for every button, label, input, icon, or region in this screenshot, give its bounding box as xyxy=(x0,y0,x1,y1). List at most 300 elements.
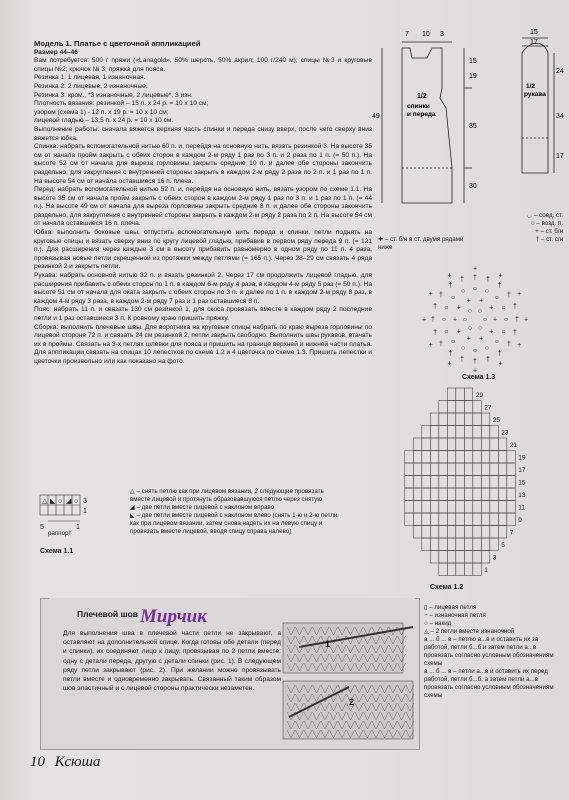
shoulder-seam-title: Плечевой шов xyxy=(77,609,138,619)
sym-sc-below-label: – ст. б/н в ст. двумя рядами ниже xyxy=(378,236,464,251)
legend-1-1-item-2 xyxy=(130,504,345,512)
petal-cell xyxy=(422,476,431,489)
petal-cell xyxy=(405,451,414,464)
petal-cell xyxy=(422,538,431,551)
petal-row-label: 23 xyxy=(501,429,509,437)
petal-cell xyxy=(447,538,456,551)
petal-cell xyxy=(456,401,465,414)
flower-stitch: + xyxy=(447,272,452,280)
petal-cell xyxy=(447,451,456,464)
purl-icon: − xyxy=(424,612,428,619)
flower-stitch: ○ xyxy=(472,347,478,355)
petal-cell xyxy=(405,463,414,476)
legend-1-2-item-1 xyxy=(424,604,564,612)
yarn-over-icon: ○ xyxy=(424,620,428,627)
petal-cell xyxy=(405,513,414,526)
flower-stitch: † xyxy=(473,274,477,282)
petal-cell xyxy=(456,426,465,439)
flower-stitch: † xyxy=(507,341,511,349)
scheme-1-1-chart xyxy=(36,487,96,557)
petal-row-label: 5 xyxy=(501,542,505,549)
front-instructions: Перед: набрать вспомогательной нитью 52 п. и, перейдя на основную нить, вязать узором по схеме 1.1. На высоте 35 см от начала пройм закрыть с обеих сторон в каждом 2-м ряду 1 раз по 3 п. и 1 раз по 1 п. (= 44 п.). На высоте 49 см от начала для выреза горловины закрыть средние 8 п. и далее обе стороны закончить раздельно, для закругления с внутренней стороны закрыть в каждом 2-м ряду 2 раза по 2 п. На высоте 54 см от начала оставшиеся 16 п. плеча. xyxy=(34,186,372,228)
petal-cell xyxy=(430,513,439,526)
sym-sc-label: – ст. б/н xyxy=(540,228,563,235)
flower-stitch: † xyxy=(486,276,490,284)
flower-stitch: ○ xyxy=(444,328,449,336)
petal-cell xyxy=(439,438,448,451)
petal-cell xyxy=(464,538,473,551)
petal-cell xyxy=(464,488,473,501)
petal-cell xyxy=(490,488,499,501)
petal-cell xyxy=(456,501,465,514)
petal-cell xyxy=(464,501,473,514)
flower-stitch: + xyxy=(421,316,427,324)
flower-stitch: + xyxy=(498,272,503,280)
petal-cell xyxy=(413,463,422,476)
right-lean-icon: ◢ xyxy=(130,504,135,511)
legend-1-1-item-1 xyxy=(130,488,345,504)
legend-1-1-text-3: – две петли вместе лицевой с наклоном влево (снять 1-ю и 2-ю петли как при лицевом вязании, затем снова надеть их на левую спицу и провязать вместе лицевой, вводя спицу справа налево) xyxy=(130,512,338,535)
petal-cell xyxy=(439,501,448,514)
magazine-name: Ксюша xyxy=(54,754,101,770)
legend-1-2-item-4 xyxy=(424,628,564,636)
rib-3: Резинка 3: кром., *3 изнаночные, 2 лицевые*, 3 изн. xyxy=(34,91,193,99)
petal-cell xyxy=(481,488,490,501)
petal-row-label: 29 xyxy=(475,392,484,399)
petal-cell xyxy=(481,438,490,451)
flower-stitch: + xyxy=(472,367,478,375)
rib-1: Резинка 1: 1 лицевая, 1 изнаночная. xyxy=(34,74,146,82)
petal-cell xyxy=(447,476,456,489)
legend-1-2-item-5 xyxy=(424,636,564,668)
flower-stitch: † xyxy=(497,282,502,290)
svg-text:спинки: спинки xyxy=(407,103,430,110)
petal-cell xyxy=(464,513,473,526)
petal-cell xyxy=(413,488,422,501)
petal-cell xyxy=(430,476,439,489)
crochet-legend xyxy=(378,212,563,252)
dim-top-0: 7 xyxy=(405,31,409,38)
sym-slip xyxy=(378,212,563,220)
petal-cell xyxy=(490,501,499,514)
petal-cell xyxy=(473,463,482,476)
sleeve-dim-0: 24 xyxy=(556,68,564,75)
petal-cell xyxy=(481,538,490,551)
petal-cell xyxy=(405,476,414,489)
petal-cell xyxy=(473,488,482,501)
shoulder-seam-box xyxy=(40,598,420,750)
petal-cell xyxy=(447,463,456,476)
petal-cell xyxy=(473,526,482,539)
petal-cell xyxy=(413,513,422,526)
petal-cell xyxy=(490,538,499,551)
flower-stitch: ○ xyxy=(450,294,456,302)
sym-sc-below xyxy=(378,236,468,252)
flower-stitch: ○ xyxy=(460,287,466,295)
petal-cell xyxy=(498,488,507,501)
petal-cell xyxy=(430,438,439,451)
petal-cell xyxy=(430,488,439,501)
dim-side-2: 49 xyxy=(372,113,380,120)
legend-1-2-item-2 xyxy=(424,612,564,620)
s11-row-3: 3 xyxy=(83,498,87,505)
petal-cell xyxy=(464,563,473,576)
flower-stitch: ○ xyxy=(467,307,473,315)
density-1: Плотность вязания: резинкой – 15 п. х 24 р. = 10 х 10 см; xyxy=(34,100,209,108)
petal-row-label: 3 xyxy=(492,554,497,562)
petal-cell xyxy=(422,488,431,501)
petal-cell xyxy=(473,426,482,439)
petal-cell xyxy=(456,451,465,464)
tee-icon: † xyxy=(535,236,540,243)
petal-cell xyxy=(473,538,482,551)
petal-cell xyxy=(456,476,465,489)
petal-cell xyxy=(481,426,490,439)
petal-cell xyxy=(439,451,448,464)
flower-stitch: † xyxy=(507,291,511,299)
petal-cell xyxy=(498,501,507,514)
petal-cell xyxy=(498,526,507,539)
flower-stitch: + xyxy=(447,360,452,368)
legend-1-2-text-2: – изнаночная петля xyxy=(429,612,486,619)
petal-cell xyxy=(464,426,473,439)
flower-stitch: ○ xyxy=(503,316,509,324)
flower-stitch: + xyxy=(456,328,461,336)
petal-cell xyxy=(507,463,516,476)
legend-1-2 xyxy=(424,604,564,700)
s11-row-1: 1 xyxy=(83,508,87,515)
petal-cell xyxy=(439,413,448,426)
petal-cell xyxy=(481,463,490,476)
dim-side-0: 15 xyxy=(469,58,477,65)
scheme-1-3-caption: Схема 1.3 xyxy=(462,374,496,381)
flower-stitch: † xyxy=(460,276,464,284)
petal-cell xyxy=(464,476,473,489)
petal-cell xyxy=(439,488,448,501)
dim-side-3: 35 xyxy=(469,123,477,130)
petal-cell xyxy=(464,401,473,414)
flower-stitch: + xyxy=(492,316,498,324)
svg-text:рукава: рукава xyxy=(524,91,546,98)
flower-stitch: ○ xyxy=(472,285,478,293)
legend-1-2-text-4: – 2 петли вместе изнаночной xyxy=(430,628,515,635)
petal-cell xyxy=(498,451,507,464)
model-title: Модель 1. Платье с цветочной аппликацией xyxy=(34,39,201,48)
petal-cell xyxy=(447,551,456,564)
flower-stitch: † xyxy=(431,316,435,324)
sleeve-dim-2: 17 xyxy=(556,153,564,160)
svg-text:△: △ xyxy=(42,498,48,505)
petal-cell xyxy=(464,388,473,401)
legend-1-1 xyxy=(130,488,345,536)
flower-stitch: + xyxy=(523,316,529,324)
petal-row-label: 7 xyxy=(509,529,514,537)
petal-cell xyxy=(447,526,456,539)
petal-cell xyxy=(507,451,516,464)
scheme-1-3-chart xyxy=(420,262,530,377)
scheme-1-1-rapport: раппорт xyxy=(48,530,72,537)
model-size: Размер 44–46 xyxy=(34,48,78,56)
flower-stitch: † xyxy=(515,316,519,324)
flower-stitch: † xyxy=(460,356,464,364)
legend-1-2-text-6: а ... б ... в – петли а...в и оставить их перед работой, петли б...б, а затем петли а...в провязать согласно условным обозначениям схемы xyxy=(424,668,554,699)
petal-cell xyxy=(447,413,456,426)
materials: Вам потребуется: 500 г пряжи («Lanagold», 50% шерсть, 50% акрил; 100 г/240 м); спицы №3 и круговые спицы №2; крючок № 3; пряжка для пояса. xyxy=(34,57,372,73)
petal-cell xyxy=(439,476,448,489)
scheme-1-2-caption: Схема 1.2 xyxy=(430,584,464,591)
flower-stitch: ○ xyxy=(501,304,506,312)
instructions-text xyxy=(34,40,372,367)
flower-stitch: † xyxy=(497,350,502,358)
petal-cell xyxy=(473,476,482,489)
flower-stitch: + xyxy=(517,291,522,298)
petal-row-label: 21 xyxy=(509,442,518,449)
flower-stitch: † xyxy=(433,303,438,311)
petal-cell xyxy=(464,551,473,564)
flower-stitch: ○ xyxy=(494,294,500,302)
petal-cell xyxy=(447,563,456,576)
svg-text:1/2: 1/2 xyxy=(417,93,427,100)
petal-cell xyxy=(422,501,431,514)
petal-cell xyxy=(456,438,465,451)
flower-stitch: † xyxy=(448,282,453,290)
density-2: узором (схема 1) - 12 п. х 19 р. = 10 х 10 см; xyxy=(34,108,169,116)
sym-dc-label: – ст. с/н xyxy=(540,236,563,243)
belt-instructions: Пояс: набрать 11 п. и связать 130 см резинкой 1, для скоса провязать вместе в каждом ряду 2 последние петли и 1 раз оставшиеся 3 п. К ровному краю пришить пряжку. xyxy=(34,306,372,322)
petal-cell xyxy=(481,501,490,514)
petal-cell xyxy=(490,526,499,539)
shoulder-seam-illustration xyxy=(279,617,417,745)
petal-cell xyxy=(447,488,456,501)
petal-cell xyxy=(490,438,499,451)
petal-cell xyxy=(490,476,499,489)
shoulder-fig-1: 1 xyxy=(325,639,331,649)
flower-stitch: ○ xyxy=(501,328,506,336)
petal-cell xyxy=(456,488,465,501)
dim-top-1: 10 xyxy=(422,31,430,38)
petal-cell xyxy=(456,513,465,526)
petal-cell xyxy=(439,426,448,439)
flower-stitch: † xyxy=(512,303,517,311)
petal-cell xyxy=(422,463,431,476)
s11-col-5: 5 xyxy=(40,524,44,531)
petal-cell xyxy=(447,513,456,526)
skirt-instructions: Юбка: выполнить боковые швы, отпустить вспомогательную нить переда и спинки, петли поднять на круговые спицы и вязать сверху вниз по кругу лицевой гладью, прибавив в первом ряду переда 9 п. (= 121 п.). Для расширения через каждые 3 см в высоту прибавить равномерно в одном ряду по 11 п. 4 раза, провязывая новые петли скрещенной из протяжки между петлями (= 165 п.). Через 28–29 см связать 4 ряда резинкой 2 и закрыть петли. xyxy=(34,229,372,271)
petal-cell xyxy=(490,463,499,476)
petal-cell xyxy=(507,476,516,489)
petal-cell xyxy=(439,551,448,564)
petal-cell xyxy=(447,438,456,451)
petal-cell xyxy=(464,438,473,451)
petal-cell xyxy=(430,463,439,476)
petal-cell xyxy=(473,513,482,526)
petal-cell xyxy=(413,501,422,514)
petal-cell xyxy=(456,388,465,401)
petal-cell xyxy=(498,438,507,451)
chain-icon: ○ xyxy=(530,220,535,227)
petal-cell xyxy=(456,526,465,539)
petal-cell xyxy=(422,438,431,451)
petal-cell xyxy=(456,463,465,476)
petal-cell xyxy=(473,501,482,514)
svg-text:1/2: 1/2 xyxy=(526,83,536,90)
petal-cell xyxy=(473,451,482,464)
petal-cell xyxy=(439,538,448,551)
petal-row-label: 27 xyxy=(484,404,492,412)
dim-side-4: 30 xyxy=(469,183,477,190)
flower-stitch: + xyxy=(479,335,484,343)
petal-cell xyxy=(473,551,482,564)
flower-stitch: † xyxy=(486,356,490,364)
flower-stitch: † xyxy=(512,329,517,337)
petal-row-label: 9 xyxy=(518,517,522,524)
petal-cell xyxy=(498,513,507,526)
sym-slip-label: – соед. ст. xyxy=(533,212,563,219)
flower-stitch: † xyxy=(439,341,443,349)
dim-side-1: 19 xyxy=(469,73,477,80)
assembly-instructions: Сборка: выполнить плечевые швы. Для воротника на круговые спицы набрать по краю выреза горловины по лицевой стороне 72 п. и связать 24 см резинкой 2, петли закрыть свободно. Выполнить швы рукавов, втачать их в проймы. Связать на 3-х петлях шлевки для пояса и пришить на границе верхней и нижней части платья. Для аппликации связать на спицах 10 лепестков по схеме 1.2 и 4 цветочка по схеме 1.3. Пришить лепестки и цветочки произвольно или как показано на фото. xyxy=(34,323,372,365)
petal-cell xyxy=(422,451,431,464)
petal-row-label: 1 xyxy=(484,567,488,574)
sym-dc xyxy=(536,236,563,252)
left-lean-icon: ◣ xyxy=(130,512,135,519)
slip-stitch-icon: ◡ xyxy=(526,212,533,219)
triangle-icon: △ xyxy=(130,488,135,495)
rib-2: Резинка 2: 2 лицевые, 2 изнаночные. xyxy=(34,82,148,90)
svg-text:○: ○ xyxy=(74,498,79,505)
petal-row-label: 15 xyxy=(518,479,526,487)
petal-cell xyxy=(447,501,456,514)
sym-chain xyxy=(378,220,563,228)
sym-row xyxy=(378,236,563,252)
petal-cell xyxy=(481,451,490,464)
petal-row-label: 19 xyxy=(518,454,526,462)
petal-row-label: 11 xyxy=(518,504,526,512)
flower-stitch: + xyxy=(498,360,503,368)
flower-stitch: + xyxy=(517,342,522,349)
petal-cell xyxy=(430,451,439,464)
flower-stitch: ○ xyxy=(484,345,490,353)
petal-cell xyxy=(481,476,490,489)
flower-stitch: ○ xyxy=(462,316,468,324)
brand-watermark: Мирчик xyxy=(140,606,207,627)
petal-cell xyxy=(439,563,448,576)
sym-chain-label: – возд. п. xyxy=(536,220,563,227)
sym-sc xyxy=(378,228,563,236)
petal-cell xyxy=(430,426,439,439)
page-footer xyxy=(30,754,100,771)
petal-cell xyxy=(464,413,473,426)
knit-icon: ▯ xyxy=(424,604,428,611)
svg-text:◣: ◣ xyxy=(50,498,56,505)
petal-cell xyxy=(439,463,448,476)
petal-cell xyxy=(430,413,439,426)
petal-cell xyxy=(481,551,490,564)
petal-cell xyxy=(490,513,499,526)
flower-stitch: † xyxy=(439,291,443,299)
flower-stitch: ○ xyxy=(477,325,483,333)
flower-stitch: + xyxy=(456,304,461,312)
flower-stitch: ○ xyxy=(444,304,449,312)
legend-1-1-item-3 xyxy=(130,512,345,536)
scheme-1-2-chart xyxy=(380,380,560,585)
petal-cell xyxy=(422,513,431,526)
sleeve-dim-top-0: 15 xyxy=(530,29,538,36)
petal-cell xyxy=(456,538,465,551)
petal-cell xyxy=(413,451,422,464)
legend-1-2-item-3 xyxy=(424,620,564,628)
petal-cell xyxy=(430,551,439,564)
petal-row-label: 13 xyxy=(518,492,526,499)
petal-cell xyxy=(473,563,482,576)
petal-cell xyxy=(498,463,507,476)
flower-stitch: † xyxy=(433,329,438,337)
petal-cell xyxy=(481,513,490,526)
legend-1-2-item-6 xyxy=(424,668,564,700)
flower-stitch: + xyxy=(472,265,478,273)
legend-1-2-text-3: – накид xyxy=(429,620,452,627)
shoulder-seam-text: Для выполнения шва в плечевой части петли не закрывают, а оставляют на дополнительной спице. Когда готовы обе детали (перед и спинки), их соединяют лицо к лицу, провязывая по 2 петли вместе: одну с детали переда, другую с детали спинки (рис. 1). В следующем ряду петли закрывают (рис. 2). При желании можно провязывать петли вместе и одновременно закрывать. Связанный таким образом шов эластичный и с лицевой стороны практически незаметен. xyxy=(63,630,281,693)
pattern-back-front xyxy=(372,18,482,218)
flower-stitch: ○ xyxy=(482,316,488,324)
petal-cell xyxy=(447,426,456,439)
petal-cell xyxy=(422,426,431,439)
flower-stitch: † xyxy=(448,350,453,358)
svg-text:и переда: и переда xyxy=(407,111,436,118)
petal-cell xyxy=(490,451,499,464)
petal-cell xyxy=(481,413,490,426)
legend-1-1-text-2: – две петли вместе лицевой с наклоном вправо xyxy=(136,504,275,511)
flower-stitch: + xyxy=(489,328,494,336)
petal-cell xyxy=(507,513,516,526)
flower-stitch: + xyxy=(452,316,458,324)
petal-cell xyxy=(439,513,448,526)
petal-cell xyxy=(473,413,482,426)
petal-cell xyxy=(430,526,439,539)
flower-stitch: ○ xyxy=(460,345,466,353)
cross-icon: + xyxy=(535,228,539,235)
petal-cell xyxy=(439,526,448,539)
pattern-sleeve xyxy=(500,18,566,188)
petal-row-label: 25 xyxy=(492,417,501,424)
legend-1-1-text-1: – снять петлю как при лицевом вязании, 2 следующие провязать вместе лицевой и протянуть образовавшуюся петлю через снятую xyxy=(130,488,324,503)
petal-cell xyxy=(456,563,465,576)
flower-stitch: + xyxy=(428,291,433,298)
petal-cell xyxy=(464,463,473,476)
petal-cell xyxy=(456,413,465,426)
petal-cell xyxy=(464,451,473,464)
petal-cell xyxy=(439,401,448,414)
petal-cell xyxy=(456,551,465,564)
flower-stitch: ○ xyxy=(450,338,456,346)
legend-1-2-text-1: – лицевая петля xyxy=(429,604,477,611)
petal-cell xyxy=(447,388,456,401)
petal-cell xyxy=(413,476,422,489)
flower-stitch: ○ xyxy=(467,325,473,333)
petal-cell xyxy=(405,501,414,514)
flower-stitch: + xyxy=(479,297,484,305)
petal-cell xyxy=(507,501,516,514)
flower-stitch: ○ xyxy=(494,338,500,346)
petal-cell xyxy=(473,401,482,414)
purl-together-icon: ◬ xyxy=(424,628,429,635)
petal-cell xyxy=(490,426,499,439)
work-order: Выполнение работы: сначала вяжется верхняя часть спинки и переда снизу вверх, после чего сверху вниз вяжется юбка. xyxy=(34,125,372,142)
flower-stitch: + xyxy=(428,342,433,349)
petal-cell xyxy=(498,476,507,489)
scheme-1-1-caption: Схема 1.1 xyxy=(40,548,74,555)
sleeve-dim-1: 34 xyxy=(556,113,564,120)
